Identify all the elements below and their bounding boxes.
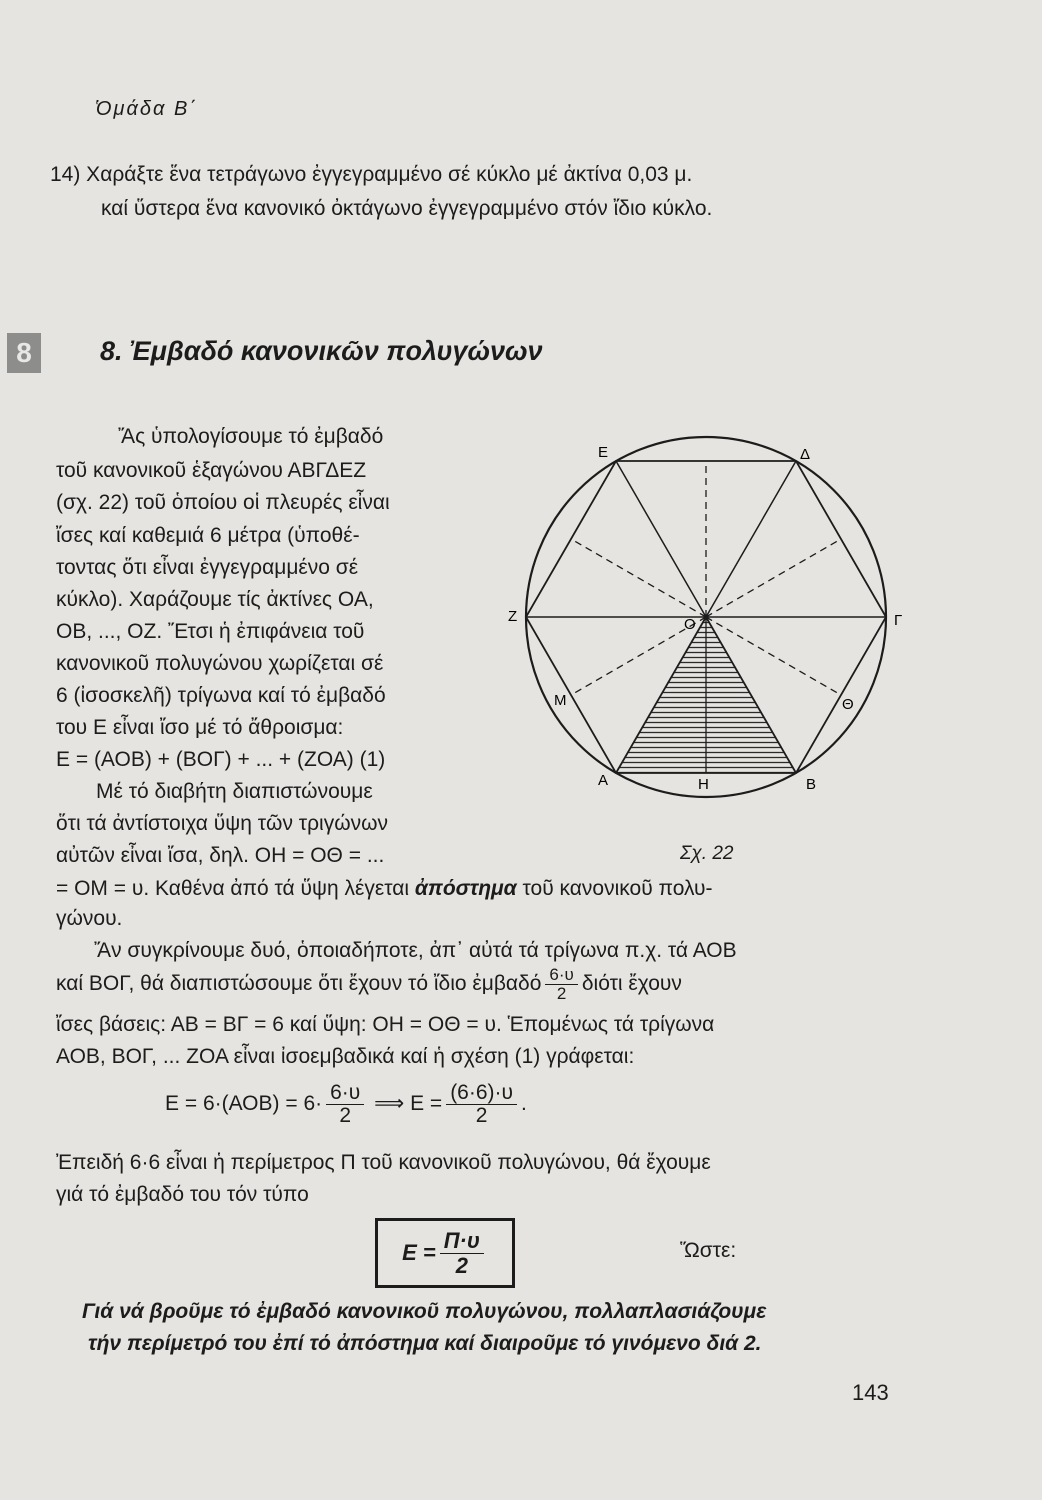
figure-caption: Σχ. 22 xyxy=(680,843,734,864)
label-z: Ζ xyxy=(508,608,518,625)
body-line: τοῦ κανονικοῦ ἑξαγώνου ΑΒΓΔΕΖ xyxy=(56,459,367,482)
body-line: γώνου. xyxy=(56,907,123,930)
body-line: (σχ. 22) τοῦ ὁποίου οἱ πλευρές εἶναι xyxy=(56,491,390,514)
body-line: κύκλο). Χαράζουμε τίς ἀκτίνες ΟΑ, xyxy=(56,588,374,611)
body-line: τοντας ὅτι εἶναι ἐγγεγραμμένο σέ xyxy=(56,556,359,579)
conclusion-line-1: Γιά νά βροῦμε τό ἐμβαδό κανονικοῦ πολυγώνου, πολλαπλασιάζουμε xyxy=(82,1300,767,1323)
label-e: Ε xyxy=(598,444,609,461)
body-line: του Ε εἶναι ἴσο μέ τό ἄθροισμα: xyxy=(56,716,344,739)
body-line: αὐτῶν εἶναι ἴσα, δηλ. ΟΗ = ΟΘ = ... xyxy=(56,844,385,867)
fraction-6u-over-2: $\frac{6\cdot\upsilon}{2}$ xyxy=(545,966,577,1003)
fraction-perimeter-apothem-over-2: $\frac{\Pi\cdot\upsilon}{2}$ xyxy=(440,1229,484,1276)
exercise-14-line-2: καί ὕστερα ἕνα κανονικό ὀκτάγωνο ἐγγεγραμμένο στόν ἴδιο κύκλο. xyxy=(101,197,713,220)
conclusion-line-2: τήν περίμετρό του ἐπί τό ἀπόστημα καί διαιροῦμε τό γινόμενο διά 2. xyxy=(88,1332,762,1355)
label-th: Θ xyxy=(842,696,854,713)
body-line: κανονικοῦ πολυγώνου χωρίζεται σέ xyxy=(56,652,384,675)
label-g: Γ xyxy=(894,612,903,629)
group-title: Ὁμάδα Β΄ xyxy=(95,98,198,120)
label-m: Μ xyxy=(554,692,567,709)
hoste-label: Ὥστε: xyxy=(680,1239,737,1262)
label-d: Δ xyxy=(800,446,811,463)
exercise-14-line-1: 14) Χαράξτε ἕνα τετράγωνο ἐγγεγραμμένο σέ κύκλο μέ ἀκτίνα 0,03 μ. xyxy=(50,163,693,186)
body-line: ΑΟΒ, ΒΟΓ, ... ΖΟΑ εἶναι ἰσοεμβαδικά καί ἡ σχέση (1) γράφεται: xyxy=(56,1045,635,1068)
page-number: 143 xyxy=(852,1380,889,1405)
body-line-apothem: = ΟΜ = υ. Καθένα ἀπό τά ὕψη λέγεται ἀπόστημα τοῦ κανονικοῦ πολυ- xyxy=(56,877,713,900)
hexagon-figure xyxy=(500,435,920,875)
body-line-area-fraction: καί ΒΟΓ, θά διαπιστώσουμε ὅτι ἔχουν τό ἴδιο ἐμβαδό $\frac{6\cdot\upsilon}{2}$ διότι ἔχουν xyxy=(56,965,682,1003)
section-title: 8. Ἐμβαδό κανονικῶν πολυγώνων xyxy=(100,336,543,366)
body-line: γιά τό ἐμβαδό του τόν τύπο xyxy=(56,1183,309,1206)
body-line: Ἄν συγκρίνουμε δυό, ὁποιαδήποτε, ἀπ᾽ αὐτά τά τρίγωνα π.χ. τά ΑΟΒ xyxy=(94,939,737,962)
body-line: 6 (ἰσοσκελῆ) τρίγωνα καί τό ἐμβαδό xyxy=(56,684,386,707)
fraction-6u-over-2: $\frac{6\cdot\upsilon}{2}$ xyxy=(326,1082,364,1127)
body-line: Μέ τό διαβήτη διαπιστώνουμε xyxy=(96,780,373,803)
body-line: ἴσες καί καθεμιά 6 μέτρα (ὑποθέ- xyxy=(56,524,360,547)
body-line: ἴσες βάσεις: ΑΒ = ΒΓ = 6 καί ὕψη: ΟΗ = ΟΘ = υ. Ἑπομένως τά τρίγωνα xyxy=(56,1013,715,1036)
fraction-36u-over-2: $\frac{(6\cdot 6)\cdot\upsilon}{2}$ xyxy=(446,1082,517,1127)
body-line: ὅτι τά ἀντίστοιχα ὕψη τῶν τριγώνων xyxy=(56,812,388,835)
boxed-area-formula: Ε = $\frac{\Pi\cdot\upsilon}{2}$ xyxy=(375,1218,515,1288)
body-line: Ἐπειδή 6·6 εἶναι ἡ περίμετρος Π τοῦ κανονικοῦ πολυγώνου, θά ἔχουμε xyxy=(56,1151,711,1174)
body-line: Ε = (ΑΟΒ) + (ΒΟΓ) + ... + (ΖΟΑ) (1) xyxy=(56,748,386,771)
term-apostima: ἀπόστημα xyxy=(414,877,517,900)
section-number-badge: 8 xyxy=(7,333,41,373)
label-h: Η xyxy=(698,776,709,793)
equation-area: Ε = 6·(ΑΟΒ) = 6· $\frac{6\cdot\upsilon}{2}$ ⟹ Ε = $\frac{(6\cdot 6)\cdot\upsilon}{2}$ . xyxy=(165,1081,527,1128)
label-b: Β xyxy=(806,776,817,793)
body-line: ΟΒ, ..., ΟΖ. Ἔτσι ἡ ἐπιφάνεια τοῦ xyxy=(56,620,365,643)
body-line: Ἄς ὑπολογίσουμε τό ἐμβαδό xyxy=(118,425,384,448)
label-a: Α xyxy=(598,772,609,789)
label-o: Ο xyxy=(684,616,696,633)
